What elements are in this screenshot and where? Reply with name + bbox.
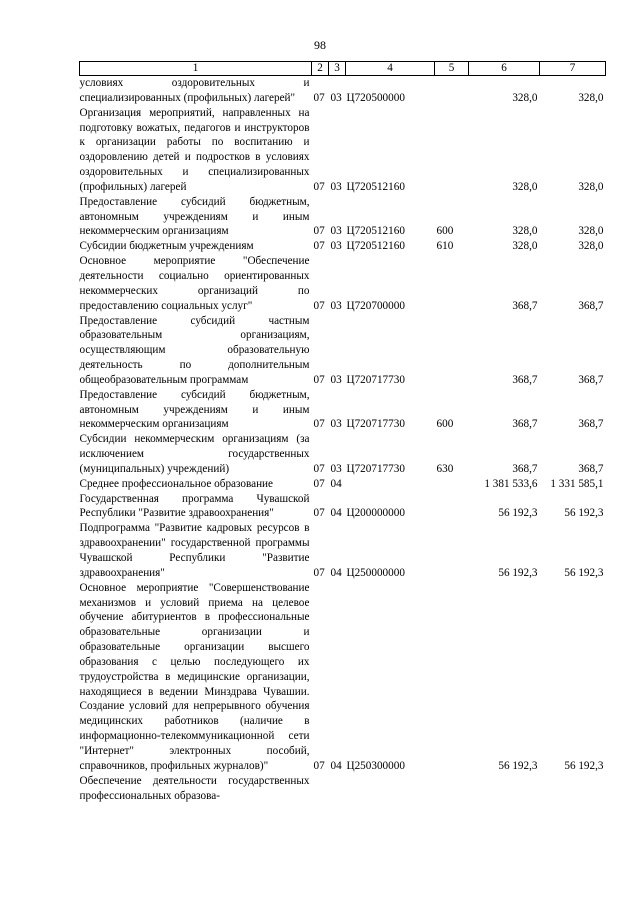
row-name: Подпрограмма "Развитие кадровых ресурсов в здравоохранении" государственной программы Чувашской Республики "Развитие здравоохранения" [79, 522, 310, 579]
row-target-code: Ц200000000 [346, 507, 405, 520]
row-expense-type [435, 521, 469, 580]
row-amount-year1 [469, 774, 540, 804]
row-expense-type [435, 581, 469, 774]
table-row [80, 774, 606, 804]
row-amount-year2: 56 192,3 [564, 566, 604, 579]
row-amount-year2: 328,0 [578, 225, 604, 238]
table-row [80, 195, 606, 240]
row-amount-year2: 1 331 585,1 [550, 477, 604, 490]
row-name: Предоставление субсидий бюджетным, автономным учреждениям и иным некоммерческим организациям [79, 195, 310, 238]
header-col-1: 1 [80, 62, 312, 76]
table-row [80, 239, 606, 254]
table-row [80, 477, 606, 492]
row-section: 07 [313, 180, 325, 193]
row-amount-year2: 328,0 [578, 180, 604, 193]
row-target-code: Ц720512160 [346, 240, 405, 253]
row-expense-type [435, 254, 469, 313]
row-expense-type [435, 76, 469, 106]
row-target-code: Ц250300000 [346, 759, 405, 772]
row-name: условиях оздоровительных и специализированных (профильных) лагерей" [79, 77, 310, 104]
row-expense-type: 600 [436, 418, 454, 431]
header-col-2: 2 [312, 62, 329, 76]
row-amount-year1: 368,7 [512, 418, 538, 431]
row-target-code: Ц720512160 [346, 225, 405, 238]
row-section [312, 774, 329, 804]
row-section: 07 [313, 373, 325, 386]
row-subsection: 04 [330, 507, 342, 520]
row-section: 07 [313, 299, 325, 312]
row-target-code: Ц720700000 [346, 299, 405, 312]
header-row [80, 62, 606, 76]
row-section: 07 [313, 507, 325, 520]
row-target-code [346, 477, 435, 492]
row-name: Предоставление субсидий частным образовательным организациям, осуществляющим образовательную деятельность по дополнительным общеобразовательным программам [79, 314, 310, 386]
row-amount-year1: 368,7 [512, 299, 538, 312]
page-number: 98 [314, 38, 326, 52]
row-amount-year1: 56 192,3 [498, 566, 538, 579]
row-section: 07 [313, 566, 325, 579]
row-subsection: 03 [330, 462, 342, 475]
row-section: 07 [313, 91, 325, 104]
row-amount-year2: 368,7 [578, 418, 604, 431]
table-row [80, 76, 606, 106]
row-section: 07 [313, 477, 325, 490]
header-col-4: 4 [346, 62, 435, 76]
row-target-code [346, 774, 435, 804]
row-expense-type [435, 492, 469, 522]
row-expense-type: 600 [436, 225, 454, 238]
row-amount-year1: 56 192,3 [498, 759, 538, 772]
row-name: Субсидии некоммерческим организациям (за исключением государственных (муниципальных) учреждений) [79, 433, 310, 475]
row-section: 07 [313, 418, 325, 431]
row-expense-type: 630 [436, 462, 454, 475]
table-row [80, 432, 606, 477]
header-col-7: 7 [540, 62, 606, 76]
row-name: Субсидии бюджетным учреждениям [79, 240, 254, 253]
row-amount-year2: 328,0 [578, 91, 604, 104]
row-amount-year1: 368,7 [512, 373, 538, 386]
table-row [80, 254, 606, 313]
table-row [80, 521, 606, 580]
row-subsection: 03 [330, 240, 342, 253]
row-subsection: 03 [330, 91, 342, 104]
row-amount-year1: 368,7 [512, 462, 538, 475]
row-target-code: Ц720717730 [346, 418, 405, 431]
table-row [80, 388, 606, 433]
row-target-code: Ц250000000 [346, 566, 405, 579]
row-name: Организация мероприятий, направленных на подготовку вожатых, педагогов и инструкторов к организации работы по воспитанию и оздоровлению детей и подростков в условиях оздоровительных и специализированных (профильных) лагерей [79, 106, 310, 193]
row-target-code: Ц720717730 [346, 462, 405, 475]
row-name: Государственная программа Чувашской Республики "Развитие здравоохранения" [79, 492, 310, 520]
row-target-code: Ц720512160 [346, 180, 405, 193]
row-expense-type [435, 106, 469, 195]
row-section: 07 [313, 462, 325, 475]
row-amount-year2: 368,7 [578, 373, 604, 386]
row-target-code: Ц720500000 [346, 91, 405, 104]
header-col-3: 3 [329, 62, 346, 76]
row-subsection: 03 [330, 418, 342, 431]
header-col-5: 5 [435, 62, 469, 76]
row-amount-year1: 328,0 [512, 225, 538, 238]
row-name: Обеспечение деятельности государственных профессиональных образова- [79, 774, 310, 802]
row-section: 07 [313, 225, 325, 238]
row-amount-year2: 328,0 [578, 240, 604, 253]
table-row [80, 314, 606, 388]
header-col-6: 6 [469, 62, 540, 76]
row-expense-type [435, 774, 469, 804]
row-name: Основное мероприятие "Обеспечение деятельности социально ориентированных некоммерческих организаций по предоставлению социальных услуг" [79, 255, 310, 312]
row-name: Основное мероприятие "Совершенствование механизмов и условий приема на целевое обучение абитуриентов в профессиональные образовательные организации и образовательные организации высшего образования с целью последующего их трудоустройства в медицинские организации, находящиеся в ведении Минздрава Чувашии. Создание условий для непрерывного обучения медицинских работников (наличие в информационно-телекоммуникационной сети "Интернет" электронных пособий, справочников, профильных журналов)" [79, 581, 310, 772]
row-expense-type [435, 314, 469, 388]
table-row [80, 106, 606, 195]
row-amount-year1: 328,0 [512, 91, 538, 104]
row-section: 07 [313, 759, 325, 772]
table-body [80, 76, 606, 804]
row-target-code: Ц720717730 [346, 373, 405, 386]
row-subsection: 04 [330, 759, 342, 772]
row-section: 07 [313, 240, 325, 253]
row-subsection: 03 [330, 180, 342, 193]
row-amount-year1: 1 381 533,6 [484, 477, 538, 490]
row-expense-type [435, 477, 469, 492]
row-subsection [329, 774, 346, 804]
row-subsection: 03 [330, 373, 342, 386]
table-row [80, 492, 606, 522]
row-name: Среднее профессиональное образование [79, 477, 274, 490]
row-expense-type: 610 [436, 240, 454, 253]
row-amount-year2: 56 192,3 [564, 759, 604, 772]
row-amount-year1: 328,0 [512, 180, 538, 193]
row-amount-year1: 56 192,3 [498, 507, 538, 520]
row-subsection: 03 [330, 225, 342, 238]
budget-table [79, 61, 606, 803]
row-amount-year2: 368,7 [578, 462, 604, 475]
row-amount-year2: 56 192,3 [564, 507, 604, 520]
row-subsection: 03 [330, 299, 342, 312]
row-amount-year2: 368,7 [578, 299, 604, 312]
row-subsection: 04 [330, 566, 342, 579]
row-name: Предоставление субсидий бюджетным, автономным учреждениям и иным некоммерческим организациям [79, 388, 310, 431]
row-amount-year1: 328,0 [512, 240, 538, 253]
row-amount-year2 [540, 774, 606, 804]
row-subsection: 04 [330, 477, 342, 490]
table-row [80, 581, 606, 774]
